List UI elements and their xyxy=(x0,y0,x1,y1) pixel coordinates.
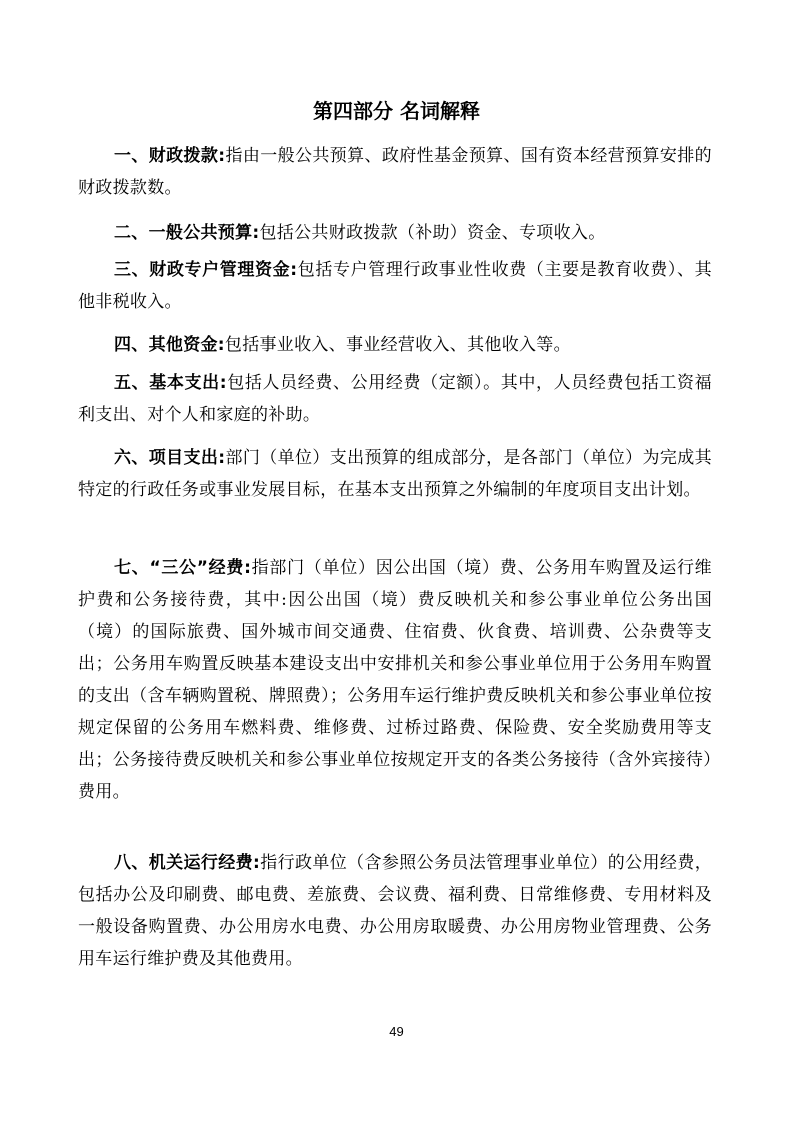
definition-term: 一、财政拨款: xyxy=(114,146,226,166)
page-number: 49 xyxy=(389,1024,404,1039)
definition-text: 指由一般公共预算、政府性基金预算、国有资本经营预算安排的财政拨款数。 xyxy=(78,146,712,198)
definition-paragraph xyxy=(78,329,712,361)
definition-term: 七、“三公”经费: xyxy=(114,558,252,578)
definition-text: 包括公共财政拨款（补助）资金、专项收入。 xyxy=(259,223,606,243)
definition-paragraph xyxy=(78,847,712,975)
definition-term: 五、基本支出: xyxy=(114,373,227,393)
definition-text: 包括人员经费、公用经费（定额）。其中，人员经费包括工资福利支出、对个人和家庭的补助。 xyxy=(78,373,712,425)
definition-paragraph xyxy=(78,552,712,808)
definition-paragraph xyxy=(78,140,712,204)
definition-term: 三、财政专户管理资金: xyxy=(114,260,298,280)
definition-paragraph xyxy=(78,442,712,506)
definition-text: 指部门（单位）因公出国（境）费、公务用车购置及运行维护费和公务接待费，其中:因公出国（境）费反映机关和参公事业单位公务出国（境）的国际旅费、国外城市间交通费、住宿费、伙食费、培训费、公杂费等支出；公务用车购置反映基本建设支出中安排机关和参公事业单位用于公务用车购置的支出（含车辆购置税、牌照费）；公务用车运行维护费反映机关和参公事业单位按规定保留的公务用车燃料费、维修费、过桥过路费、保险费、安全奖励费用等支出；公务接待费反映机关和参公事业单位按规定开支的各类公务接待（含外宾接待）费用。 xyxy=(78,558,712,802)
definition-term: 四、其他资金: xyxy=(114,335,225,355)
page-title: 第四部分 名词解释 xyxy=(313,99,480,123)
definition-text: 包括事业收入、事业经营收入、其他收入等。 xyxy=(224,335,571,355)
definition-term: 二、一般公共预算: xyxy=(114,223,260,243)
definition-text: 部门（单位）支出预算的组成部分，是各部门（单位）为完成其特定的行政任务或事业发展目标，在基本支出预算之外编制的年度项目支出计划。 xyxy=(78,448,712,500)
definition-paragraph xyxy=(78,217,712,249)
definition-term: 六、项目支出: xyxy=(114,448,226,468)
definition-paragraph xyxy=(78,367,712,431)
definition-text: 指行政单位（含参照公务员法管理事业单位）的公用经费，包括办公及印刷费、邮电费、差旅费、会议费、福利费、日常维修费、专用材料及一般设备购置费、办公用房水电费、办公用房取暖费、办公用房物业管理费、公务用车运行维护费及其他费用。 xyxy=(78,853,712,969)
definition-text: 包括专户管理行政事业性收费（主要是教育收费）、其他非税收入。 xyxy=(78,260,712,312)
definition-term: 八、机关运行经费: xyxy=(114,853,261,873)
definition-paragraph xyxy=(78,254,712,318)
